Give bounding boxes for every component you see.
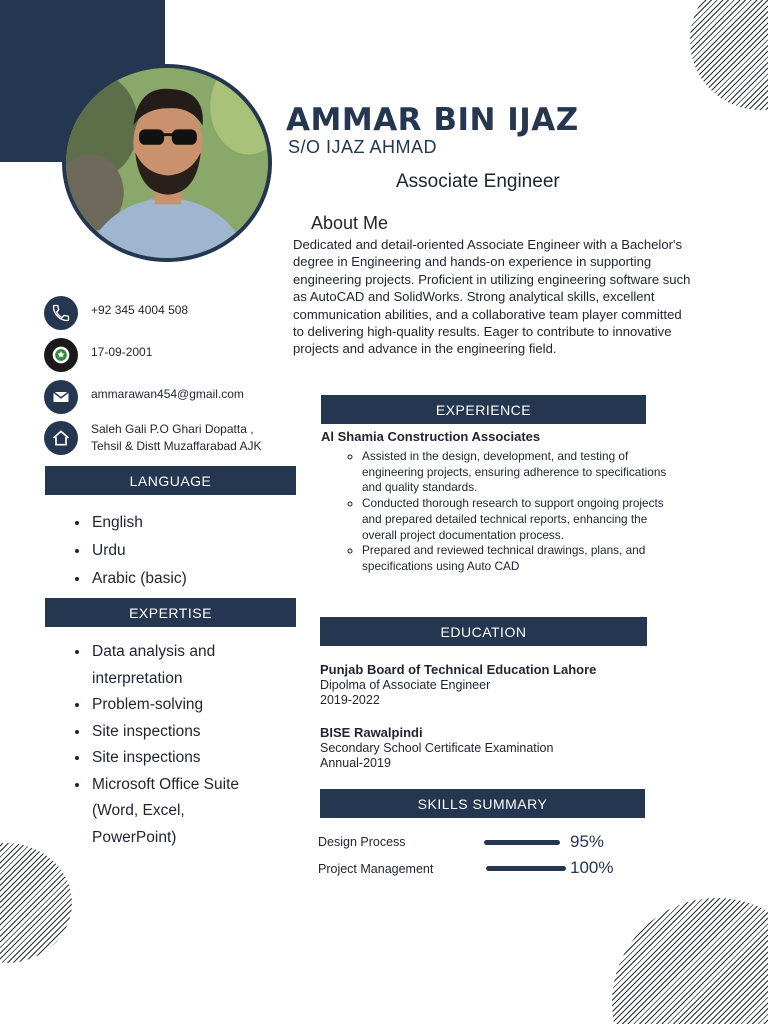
emblem-icon: [44, 338, 78, 372]
expertise-list: [44, 639, 264, 851]
candidate-name: AMMAR BIN IJAZ: [286, 102, 579, 138]
education-years: 2019-2022: [320, 693, 380, 707]
expertise-item: • Problem-solving: [90, 692, 264, 719]
expertise-item: • Site inspections: [90, 719, 264, 746]
phone-icon: [44, 296, 78, 330]
date-of-birth: 17-09-2001: [91, 345, 153, 359]
education-heading: EDUCATION: [320, 617, 647, 646]
envelope-icon: [44, 380, 78, 414]
expertise-item: • Data analysis and interpretation: [90, 639, 264, 692]
language-item: • English: [90, 509, 187, 537]
education-degree: Secondary School Certificate Examination: [320, 740, 554, 755]
hatched-circle-bottom-left: [0, 843, 72, 963]
hatched-circle-bottom-right: [612, 898, 768, 1024]
skills-heading: SKILLS SUMMARY: [320, 789, 645, 818]
profile-photo: [62, 64, 272, 262]
skill-level-bar: [484, 840, 560, 845]
experience-company: Al Shamia Construction Associates: [321, 429, 541, 444]
about-text: Dedicated and detail-oriented Associate Engineer with a Bachelor's degree in Engineering and hands-on experience in supporting engineering projects. Proficient in utilizing engineering software such as AutoCAD and SolidWorks. Strong analytical skills, excellent communication abilities, and a collaborative team player committed to delivering high-quality results. Eager to contribute to innovative projects and advance in the engineering field.: [293, 237, 691, 357]
education-entry: [320, 662, 596, 709]
address-line-1: Saleh Gali P.O Ghari Dopatta ,: [91, 422, 254, 436]
email-address[interactable]: ammarawan454@gmail.com: [91, 387, 244, 401]
job-title: Associate Engineer: [396, 171, 560, 192]
home-icon: [44, 421, 78, 455]
experience-item: ◦ Prepared and reviewed technical drawings, plans, and specifications using Auto CAD: [362, 543, 671, 574]
language-list: [44, 509, 187, 593]
experience-list: [321, 449, 671, 575]
hatched-circle-top-right: [690, 0, 768, 110]
skill-percent: 100%: [570, 858, 614, 877]
experience-heading: EXPERIENCE: [321, 395, 646, 424]
parent-name: S/O IJAZ AHMAD: [288, 137, 438, 157]
education-degree: Dipolma of Associate Engineer: [320, 677, 491, 692]
skill-name: Design Process: [318, 835, 406, 849]
experience-item: ◦ Conducted thorough research to support ongoing projects and prepared detailed technical reports, enhancing the overall project documentation process.: [362, 496, 671, 543]
experience-item: ◦ Assisted in the design, development, and testing of engineering projects, ensuring adherence to specifications and quality standards.: [362, 449, 671, 496]
education-entry: [320, 725, 553, 772]
about-heading: About Me: [311, 213, 389, 233]
skill-level-bar: [486, 866, 566, 871]
education-school: BISE Rawalpindi: [320, 725, 423, 740]
language-item: • Arabic (basic): [90, 565, 187, 593]
expertise-item: • Site inspections: [90, 745, 264, 772]
education-school: Punjab Board of Technical Education Lahore: [320, 662, 597, 677]
expertise-heading: EXPERTISE: [45, 598, 296, 627]
skill-percent: 95%: [570, 832, 605, 851]
language-item: • Urdu: [90, 537, 187, 565]
language-heading: LANGUAGE: [45, 466, 296, 495]
expertise-item: • Microsoft Office Suite (Word, Excel, PowerPoint): [90, 772, 264, 852]
phone-number: +92 345 4004 508: [91, 303, 189, 317]
address-line-2: Tehsil & Distt Muzaffarabad AJK: [91, 439, 262, 453]
education-years: Annual-2019: [320, 756, 391, 770]
skill-name: Project Management: [318, 862, 434, 876]
